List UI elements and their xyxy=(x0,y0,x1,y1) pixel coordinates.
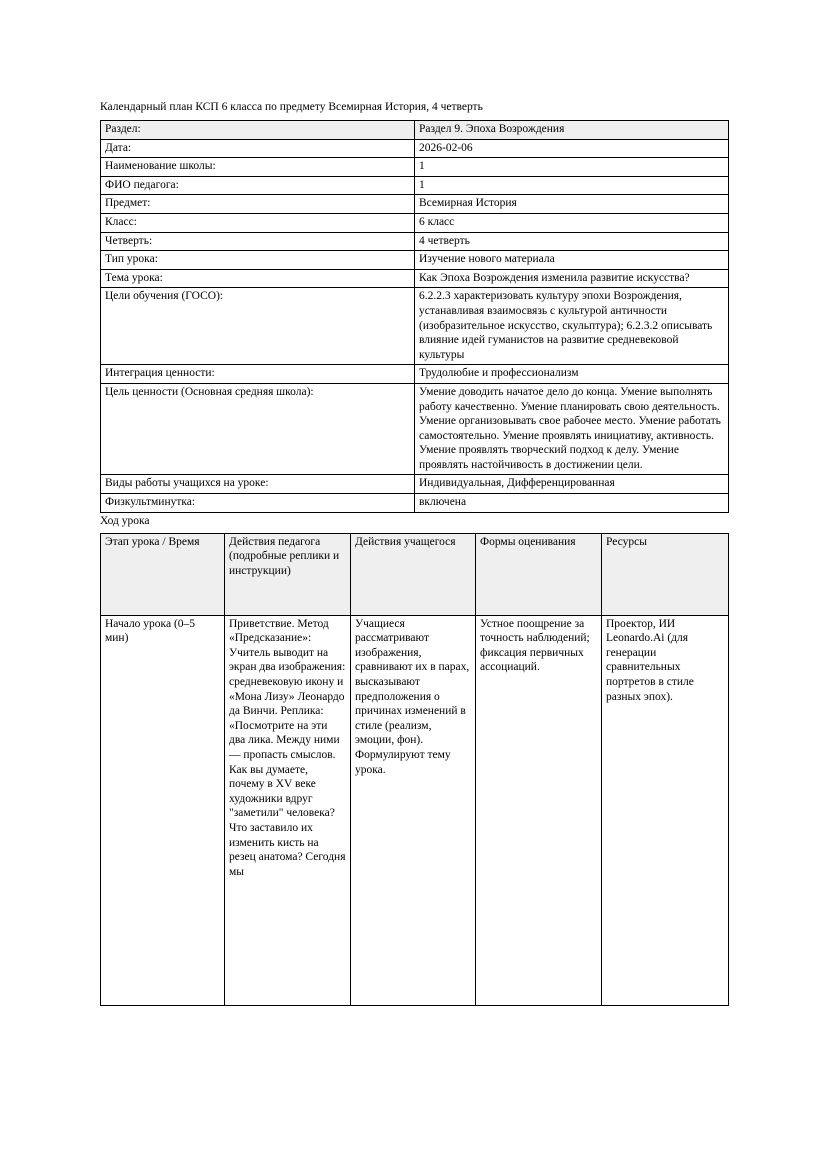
info-value-value-goal: Умение доводить начатое дело до конца. Умение выполнять работу качественно. Умение планировать свою деятельность. Умение организовывать свое рабочее место. Умение работать самостоятельно. Умение проявлять инициативу, активность. Умение проявлять творческий подход к делу. Умение проявлять настойчивость в достижении цели. xyxy=(415,383,729,475)
table-row xyxy=(101,232,729,251)
table-row xyxy=(101,365,729,384)
info-label-physical-break: Физкультминутка: xyxy=(101,494,415,513)
lesson-flow-table xyxy=(100,533,729,1006)
table-row xyxy=(101,615,729,1005)
info-label-work-types: Виды работы учащихся на уроке: xyxy=(101,475,415,494)
lesson-info-table-body xyxy=(101,121,729,513)
table-row xyxy=(101,213,729,232)
info-value-value-integration: Трудолюбие и профессионализм xyxy=(415,365,729,384)
table-row xyxy=(101,139,729,158)
info-value-subject: Всемирная История xyxy=(415,195,729,214)
info-label-school: Наименование школы: xyxy=(101,158,415,177)
cell-student-actions: Учащиеся рассматривают изображения, сравнивают их в парах, высказывают предположения о причинах изменений в стиле (реализм, эмоции, фон). Формулируют тему урока. xyxy=(351,615,476,1005)
table-row xyxy=(101,383,729,475)
info-label-teacher: ФИО педагога: xyxy=(101,176,415,195)
table-row xyxy=(101,288,729,365)
info-value-topic: Как Эпоха Возрождения изменила развитие искусства? xyxy=(415,269,729,288)
info-label-date: Дата: xyxy=(101,139,415,158)
cell-resources: Проектор, ИИ Leonardo.Ai (для генерации сравнительных портретов в стиле разных эпох). xyxy=(602,615,729,1005)
info-value-teacher: 1 xyxy=(415,176,729,195)
table-row xyxy=(101,475,729,494)
info-value-date: 2026-02-06 xyxy=(415,139,729,158)
table-row xyxy=(101,494,729,513)
table-row xyxy=(101,176,729,195)
column-header-resources: Ресурсы xyxy=(602,533,729,615)
cell-stage: Начало урока (0–5 мин) xyxy=(101,615,225,1005)
table-row xyxy=(101,269,729,288)
table-row xyxy=(101,121,729,140)
info-label-quarter: Четверть: xyxy=(101,232,415,251)
cell-teacher-actions xyxy=(225,615,351,1005)
info-value-razdel: Раздел 9. Эпоха Возрождения xyxy=(415,121,729,140)
info-label-razdel: Раздел: xyxy=(101,121,415,140)
info-label-class: Класс: xyxy=(101,213,415,232)
lesson-flow-table-body xyxy=(101,615,729,1005)
table-header-row xyxy=(101,533,729,615)
column-header-stage: Этап урока / Время xyxy=(101,533,225,615)
info-label-subject: Предмет: xyxy=(101,195,415,214)
info-value-class: 6 класс xyxy=(415,213,729,232)
info-label-value-goal: Цель ценности (Основная средняя школа): xyxy=(101,383,415,475)
info-value-school: 1 xyxy=(415,158,729,177)
cell-teacher-actions-text: Приветствие. Метод «Предсказание»: Учитель выводит на экран два изображения: средневековую икону и «Мона Лизу» Леонардо да Винчи. Реплика: «Посмотрите на эти два лика. Между ними — пропасть смыслов. Как вы думаете, почему в XV веке художники вдруг "заметили" человека? Что заставило их изменить кисть на резец анатома? Сегодня мы xyxy=(229,617,346,878)
table-row xyxy=(101,158,729,177)
lesson-info-table xyxy=(100,120,729,513)
page-title: Календарный план КСП 6 класса по предмету Всемирная История, 4 четверть xyxy=(100,101,483,113)
section-heading-lesson-flow: Ход урока xyxy=(100,514,150,527)
info-value-work-types: Индивидуальная, Дифференцированная xyxy=(415,475,729,494)
info-value-physical-break: включена xyxy=(415,494,729,513)
table-row xyxy=(101,195,729,214)
column-header-teacher-actions: Действия педагога (подробные реплики и инструкции) xyxy=(225,533,351,615)
table-row xyxy=(101,251,729,270)
column-header-assessment-forms: Формы оценивания xyxy=(476,533,602,615)
lesson-flow-table-head xyxy=(101,533,729,615)
info-value-objectives: 6.2.2.3 характеризовать культуру эпохи Возрождения, устанавливая взаимосвязь с культурой античности (изобразительное искусство, скульптура); 6.2.3.2 описывать влияние идей гуманистов на развитие средневековой культуры xyxy=(415,288,729,365)
info-value-lesson-type: Изучение нового материала xyxy=(415,251,729,270)
info-label-objectives: Цели обучения (ГОСО): xyxy=(101,288,415,365)
info-label-lesson-type: Тип урока: xyxy=(101,251,415,270)
info-label-topic: Тема урока: xyxy=(101,269,415,288)
column-header-student-actions: Действия учащегося xyxy=(351,533,476,615)
document-content xyxy=(100,100,728,1006)
cell-assessment-forms: Устное поощрение за точность наблюдений; фиксация первичных ассоциаций. xyxy=(476,615,602,1005)
info-value-quarter: 4 четверть xyxy=(415,232,729,251)
info-label-value-integration: Интеграция ценности: xyxy=(101,365,415,384)
